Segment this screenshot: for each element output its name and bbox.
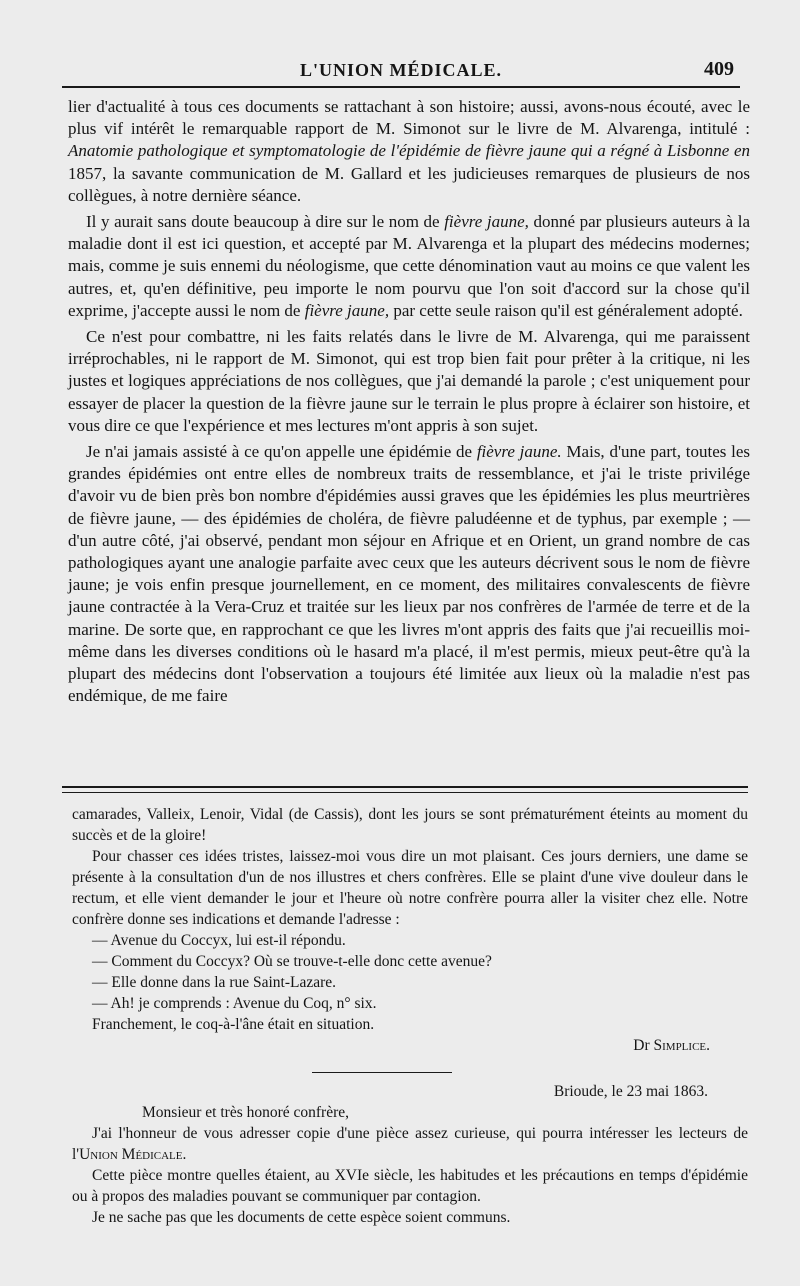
page-number: 409 (704, 58, 734, 80)
signature-name: Simplice. (653, 1037, 710, 1054)
paragraph-2 (68, 211, 750, 322)
feuilleton-rule-thick (62, 786, 748, 788)
paragraph-4-text-b: Mais, d'une part, toutes les grandes épidémies ont entre elles de nombreux traits de ressemblance, et j'ai le triste privilége d'avoir vu de bien près bon nombre d'épidémies aussi graves que les épidémies les plus meurtrières de fièvre jaune, — des épidémies de choléra, de fièvre paludéenne et de typhus, par exemple ; — d'un autre côté, j'ai observé, pendant mon séjour en Afrique et en Orient, un grand nombre de cas pathologiques ayant une analogie parfaite avec ceux que les auteurs décrivent sous le nom de fièvre jaune; je vois enfin presque journellement, en ce moment, des militaires convalescents de fièvre jaune contractée à la Vera-Cruz et traitée sur les lieux par nos confrères de l'armée de terre et de la marine. De sorte que, en rapprochant ce que les livres m'ont appris des faits que j'ai recueillis moi-même dans les diverses conditions où le hasard m'a placé, il m'est permis, mieux peut-être qu'à la plupart des médecins dont l'observation a toujours été limitée aux lieux où la maladie n'est pas endémique, de me faire (68, 442, 751, 706)
paragraph-1-text-a: lier d'actualité à tous ces documents se rattachant à son histoire; aussi, avons-nous écouté, avec le plus vif intérêt le remarquable rapport de M. Simonot sur le livre de M. Alvarenga, intitulé : (68, 97, 750, 139)
feuilleton (72, 804, 748, 1228)
feuilleton-closing-line: Franchement, le coq-à-l'âne était en situation. (92, 1016, 375, 1033)
paragraph-1-text-b: 1857, la savante communication de M. Gallard et les judicieuses remarques de plusieurs de nos collègues, à notre dernière séance. (68, 163, 750, 205)
journal-title: L'UNION MÉDICALE. (299, 60, 503, 80)
paragraph-3: Ce n'est pour combattre, ni les faits relatés dans le livre de M. Alvarenga, qui me paraissent irréprochables, ni le rapport de M. Simonot, qui est trop bien fait pour prêter à la critique, ni les justes et logiques appréciations de nos collègues, que j'ai demandé la parole ; c'est uniquement pour essayer de placer la question de la fièvre jaune sur le terrain le plus propre à éclairer son histoire, et vous dire ce que l'expérience et mes lectures m'ont appris à son sujet. (68, 327, 750, 435)
paragraph-2-text-a: Il y aurait sans doute beaucoup à dire sur le nom de (86, 212, 445, 232)
letter-paragraph-1 (72, 1123, 748, 1165)
letter-salutation: Monsieur et très honoré confrère, (142, 1104, 350, 1121)
section-divider (312, 1072, 452, 1073)
paragraph-2-text-b: donné par plusieurs auteurs à la maladie dont il est ici question, et accepté par M. Alvarenga et la plupart des médecins modernes; mais, comme je suis ennemi du néologisme, que cette dénomination vaut au moins ce que valent les autres, et, qu'en définitive, peu importe le nom pourvu que l'on soit d'accord sur la chose qu'il exprime, j'accepte aussi le nom de (68, 212, 750, 320)
letter-paragraph-1-text: J'ai l'honneur de vous adresser copie d'une pièce assez curieuse, qui pourra intéresser les lecteurs de l' (72, 1125, 748, 1163)
main-text (68, 96, 750, 707)
journal-name-inline: Union Médicale. (79, 1146, 187, 1163)
letter-paragraph-3: Je ne sache pas que les documents de cette espèce soient communs. (92, 1209, 511, 1226)
dialogue-line-3: — Elle donne dans la rue Saint-Lazare. (92, 974, 337, 991)
feuilleton-paragraph-2: Pour chasser ces idées tristes, laissez-moi vous dire un mot plaisant. Ces jours derniers, une dame se présente à la consultation d'un de nos illustres et chers confrères. Elle se plaint d'une vive douleur dans le rectum, et elle vient demander le jour et l'heure où notre confrère pourra aller la visiter chez elle. Notre confrère donne ses indications et demande l'adresse : (72, 848, 748, 928)
signature-prefix: Dr (633, 1037, 654, 1054)
signature (72, 1035, 748, 1056)
feuilleton-paragraph-1: camarades, Valleix, Lenoir, Vidal (de Cassis), dont les jours se sont prématurément éteints au moment du succès et de la gloire! (72, 806, 748, 844)
dialogue-line-2: — Comment du Coccyx? Où se trouve-t-elle donc cette avenue? (92, 953, 492, 970)
feuilleton-rule-thin (62, 792, 748, 793)
letter-dateline: Brioude, le 23 mai 1863. (553, 1083, 708, 1100)
paragraph-2-text-c: par cette seule raison qu'il est généralement adopté. (389, 300, 743, 320)
letter-paragraph-2: Cette pièce montre quelles étaient, au XVIe siècle, les habitudes et les précautions en temps d'épidémie ou à propos des maladies pouvant se communiquer par contagion. (72, 1167, 748, 1205)
paragraph-4-text-a: Je n'ai jamais assisté à ce qu'on appelle une épidémie de (86, 442, 477, 462)
paragraph-4 (68, 441, 750, 707)
dialogue-line-1: — Avenue du Coccyx, lui est-il répondu. (92, 932, 346, 949)
paragraph-1-book-title: Anatomie pathologique et symptomatologie de l'épidémie de fièvre jaune qui a régné à Lisbonne en (68, 141, 750, 161)
paragraph-2-italic-b: fièvre jaune, (304, 300, 390, 320)
dialogue-line-4: — Ah! je comprends : Avenue du Coq, n° six. (92, 995, 377, 1012)
paragraph-4-italic: fièvre jaune. (476, 442, 562, 462)
paragraph-2-italic-a: fièvre jaune, (444, 212, 529, 232)
running-header (62, 52, 740, 88)
paragraph-1 (68, 96, 750, 207)
